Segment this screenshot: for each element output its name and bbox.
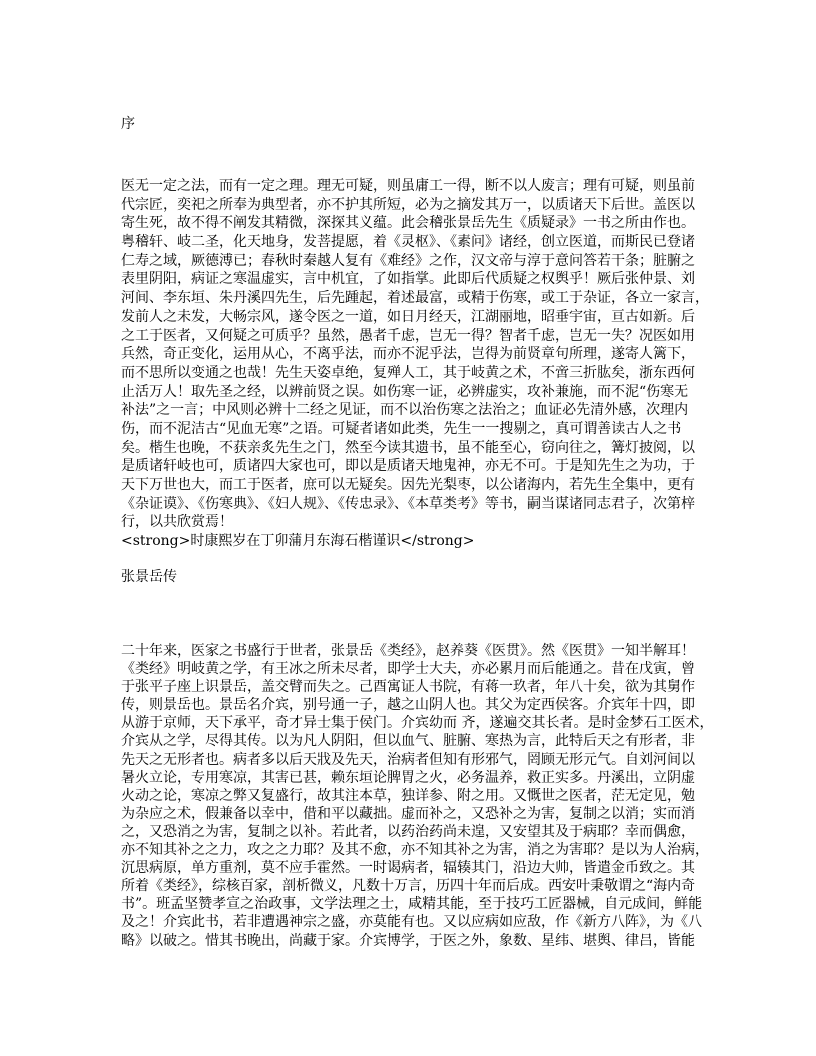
biography-paragraph (121, 642, 714, 950)
text-line: 介宾从之学，尽得其传。以为凡人阴阳，但以血气、脏腑、寒热为言，此特后天之有形者，非 (121, 733, 695, 750)
text-line: 止活万人！取先圣之经，以辨前贤之误。如伤寒一证，必辨虚实，攻补兼施，而不泥“伤寒无 (121, 383, 689, 400)
text-line: 为杂应之术，假兼备以幸中，借和平以藏拙。虚而补之，又恐补之为害，复制之以消；实而消 (121, 805, 695, 822)
section-heading-preface: 序 (121, 116, 135, 132)
text-line: 补法”之一言；中风则必辨十二经之见证，而不以治伤寒之法治之；血证必先清外感，次理内 (121, 402, 689, 419)
text-line: 行，以共欣赏焉！ (121, 514, 233, 531)
preface-signature: <strong>时康熙岁在丁卯蒲月东海石楷谨识</strong> (121, 533, 475, 550)
text-line: 先天之无形者也。病者多以后天戕及先天，治病者但知有形邪气，罔顾无形元气。自刘河间以 (121, 751, 695, 768)
text-line: 之工于医者，又何疑之可质乎？虽然，愚者千虑，岂无一得？智者千虑，岂无一失？况医如用 (121, 327, 695, 344)
text-line: 矣。楷生也晚，不获亲炙先生之门，然至今读其遗书，虽不能至心，窃向往之，篝灯披阅，以 (121, 439, 695, 456)
text-line: 于张平子座上识景岳，盖交臂而失之。己酉寓证人书院，有蒋一玖者，年八十矣，欲为其舅作 (121, 679, 695, 696)
text-line: 从游于京师，天下承平，奇才异士集于侯门。介宾幼而 齐，遂遍交其长者。是时金梦石工医术， (121, 715, 714, 732)
section-heading-biography: 张景岳传 (121, 569, 177, 585)
text-line: 《类经》明岐黄之学，有王冰之所未尽者，即学士大夫，亦必累月而后能通之。昔在戊寅，曾 (121, 661, 695, 678)
text-line: 表里阴阳，病证之寒温虚实，言中机宜，了如指掌。此即后代质疑之权舆乎！厥后张仲景、刘 (121, 271, 695, 288)
text-line: 书”。班孟坚赞孝宣之治政事，文学法理之士，咸精其能，至于技巧工匠器械，自元成间，鲜能 (121, 896, 703, 913)
text-line: 而不思所以变通之也哉！先生天姿卓绝，复殚人工，其于岐黄之术，不啻三折肱矣，浙东西何 (121, 364, 695, 381)
text-line: 略》以破之。惜其书晚出，尚藏于家。介宾博学，于医之外，象数、星纬、堪舆、律吕，皆能 (121, 932, 695, 949)
text-line: 《杂证谟》、《伤寒典》、《妇人规》、《传忠录》、《本草类考》等书，嗣当谋诸同志君子，次第梓 (121, 495, 695, 512)
text-line: 寄生死，故不得不阐发其精微，深探其义蕴。此会稽张景岳先生《质疑录》一书之所由作也。 (121, 215, 695, 232)
text-line: 仁寿之域，厥德溥已；春秋时秦越人复有《难经》之作，汉文帝与淳于意问答若干条；脏腑之 (121, 252, 695, 269)
text-line: 是质诸轩岐也可，质诸四大家也可，即以是质诸天地鬼神，亦无不可。于是知先生之为功，于 (121, 458, 695, 475)
preface-paragraph (121, 177, 711, 551)
text-line: 医无一定之法，而有一定之理。理无可疑，则虽庸工一得，断不以人废言；理有可疑，则虽前 (121, 178, 695, 194)
text-line: 传，则景岳也。景岳名介宾，别号通一子，越之山阴人也。其父为定西侯客。介宾年十四，即 (121, 697, 695, 714)
text-line: 亦不知其补之之力，攻之之力耶？及其不愈，亦不知其补之为害，消之为害耶？是以为人治病， (121, 842, 709, 859)
text-line: 河间、李东垣、朱丹溪四先生，后先踵起，着述最富，或精于伤寒，或工于杂证，各立一家言， (121, 290, 709, 307)
text-line: 暑火立论，专用寒凉，其害已甚，赖东垣论脾胃之火，必务温养，救正实多。丹溪出，立阴虚 (121, 769, 695, 786)
text-line: 所着《类经》，综核百家，剖析微义，凡数十万言，历四十年而后成。西安叶秉敬谓之“海内奇 (121, 878, 696, 895)
text-line: 代宗匠，奕祀之所奉为典型者，亦不护其所短，必为之摘发其万一，以质诸天下后世。盖医以 (121, 196, 695, 213)
text-line: 发前人之未发，大畅宗风，遂令医之一道，如日月经天，江湖丽地，昭垂宇宙，亘古如新。后 (121, 308, 695, 325)
text-line: 粤稽轩、岐二圣，化天地身，发菩提愿，着《灵枢》、《素问》诸经，创立医道，而斯民已登诸 (121, 234, 695, 251)
text-line: 二十年来，医家之书盛行于世者，张景岳《类经》，赵养葵《医贯》。然《医贯》一知半解耳！ (121, 643, 695, 659)
text-line: 火动之论，寒凉之弊又复盛行，故其注本草，独详参、附之用。又慨世之医者，茫无定见，勉 (121, 787, 695, 804)
text-line: 沉思病原，单方重剂，莫不应手霍然。一时谒病者，辐辏其门，沿边大帅，皆遣金币致之。其 (121, 860, 695, 877)
text-line: 伤，而不泥洁古“见血无寒”之语。可疑者诸如此类，先生一一搜剔之，真可谓善读古人之书 (121, 420, 682, 437)
text-line: 之，又恐消之为害，复制之以补。若此者，以药治药尚未遑，又安望其及于病耶？幸而偶愈， (121, 823, 695, 840)
text-line: 兵然，奇正变化，运用从心，不离乎法，而亦不泥乎法，岂得为前贤章句所理，遂寄人篱下， (121, 346, 695, 363)
text-line: 及之！介宾此书，若非遭遇神宗之盛，亦莫能有也。又以应病如应敌，作《新方八阵》，为《八 (121, 914, 702, 931)
text-line: 天下万世也大，而工于医者，庶可以无疑矣。因先光梨枣，以公诸海内，若先生全集中，更有 (121, 477, 695, 493)
